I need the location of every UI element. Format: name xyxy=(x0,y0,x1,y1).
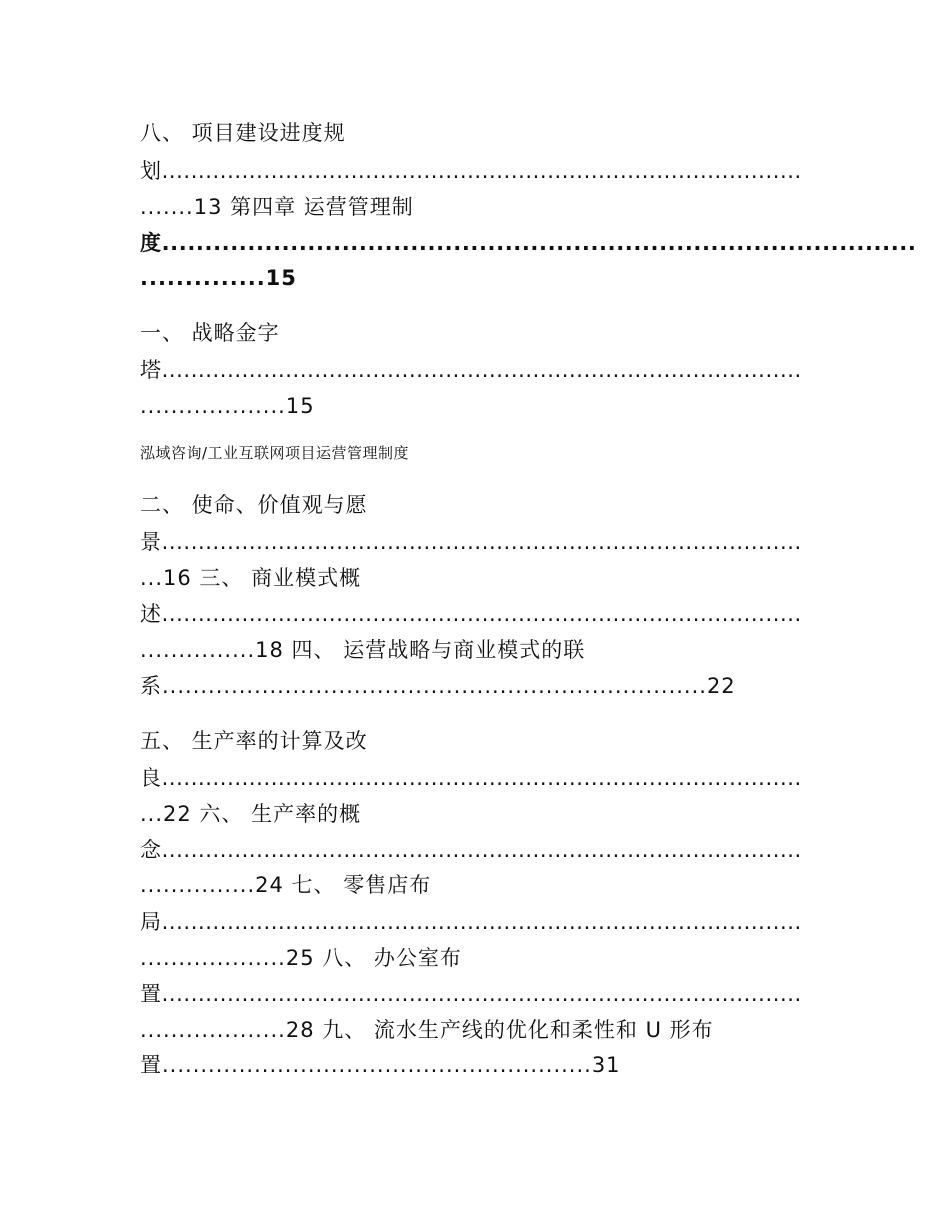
toc-line-15: 五、 生产率的计算及改 xyxy=(140,729,368,753)
toc-line-4: 度........................................................................................ xyxy=(140,231,917,255)
toc-line-9: 二、 使命、价值观与愿 xyxy=(140,493,368,517)
toc-line-19: ...............24 七、 零售店布 xyxy=(140,873,432,897)
toc-line-18: 念........................................................................................ xyxy=(140,838,802,862)
toc-line-10: 景........................................................................................ xyxy=(140,530,802,554)
toc-line-22: 置........................................................................................ xyxy=(140,982,802,1006)
toc-line-1: 八、 项目建设进度规 xyxy=(140,121,346,145)
toc-line-21: ...................25 八、 办公室布 xyxy=(140,946,462,970)
toc-line-11: ...16 三、 商业模式概 xyxy=(140,566,362,590)
toc-line-23: ...................28 九、 流水生产线的优化和柔性和 U 形布 xyxy=(140,1018,714,1042)
toc-line-2: 划........................................................................................ xyxy=(140,159,802,183)
toc-line-6: 一、 战略金字 xyxy=(140,321,280,345)
toc-line-7: 塔........................................................................................ xyxy=(140,358,802,382)
toc-line-14: 系.......................................................................22 xyxy=(140,674,736,698)
toc-line-24: 置........................................................31 xyxy=(140,1053,621,1077)
toc-line-5: ..............15 xyxy=(140,266,297,290)
toc-line-20: 局........................................................................................ xyxy=(140,910,802,934)
toc-line-12: 述........................................................................................ xyxy=(140,602,802,626)
toc-line-17: ...22 六、 生产率的概 xyxy=(140,802,362,826)
toc-line-8: ...................15 xyxy=(140,394,315,418)
toc-line-16: 良........................................................................................ xyxy=(140,766,802,790)
page-header: 泓域咨询/工业互联网项目运营管理制度 xyxy=(140,444,410,462)
toc-line-3: .......13 第四章 运营管理制 xyxy=(140,195,414,219)
toc-line-13: ...............18 四、 运营战略与商业模式的联 xyxy=(140,638,586,662)
